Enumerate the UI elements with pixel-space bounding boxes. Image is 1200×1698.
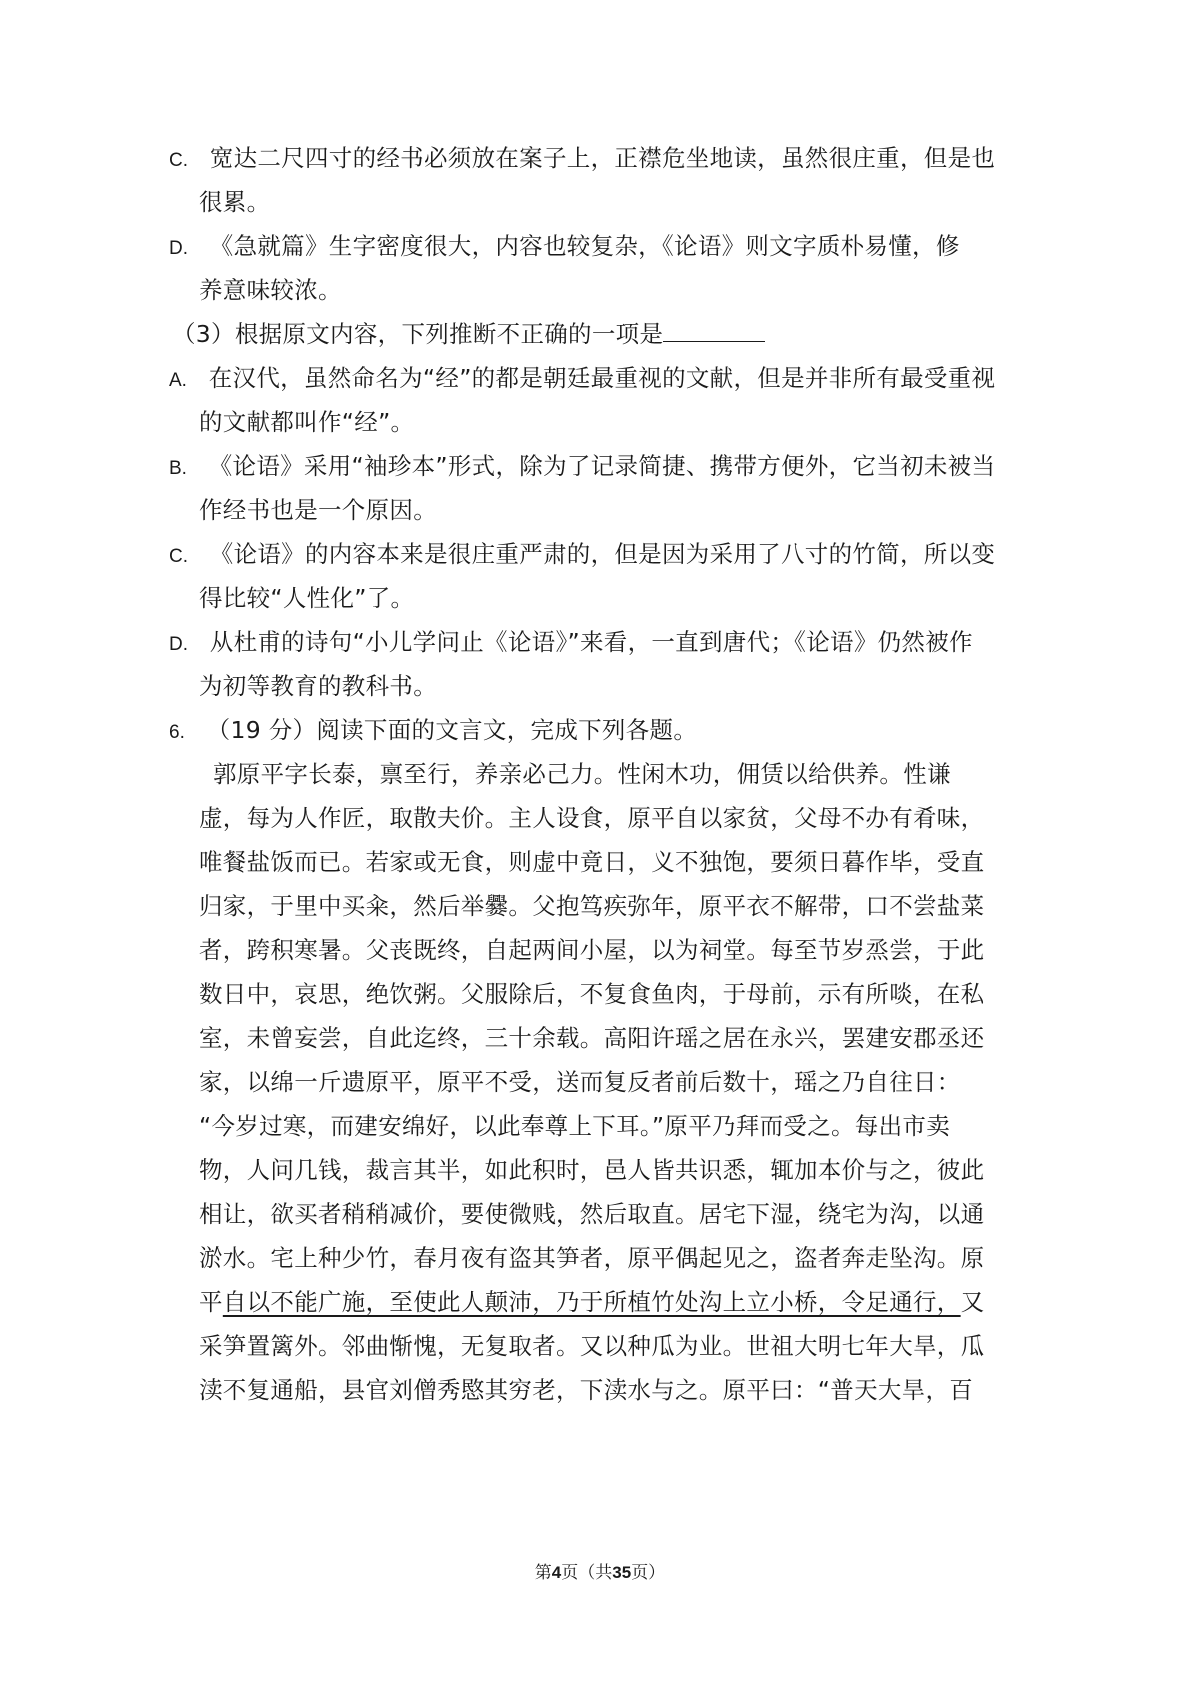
passage-line-underlined: 平自以不能广施，至使此人颠沛，乃于所植竹处沟上立小桥，令足通行，又	[199, 1288, 985, 1316]
q3-option-c-line2: 得比较“人性化”了。	[199, 584, 415, 612]
option-d-line2: 养意味较浓。	[199, 276, 342, 304]
passage-line: 淤水。宅上种少竹，春月夜有盗其笋者，原平偶起见之，盗者奔走坠沟。原	[199, 1244, 985, 1272]
q3-option-d-line1: D. 从杜甫的诗句“小儿学问止《论语》”来看，一直到唐代；《论语》仍然被作	[169, 628, 973, 656]
passage-line: 归家，于里中买籴，然后举爨。父抱笃疾弥年，原平衣不解带，口不尝盐菜	[199, 892, 985, 920]
q3-option-b-line1: B. 《论语》采用“袖珍本”形式，除为了记录简捷、携带方便外，它当初未被当	[169, 452, 996, 480]
question-6-stem: 6. （19 分）阅读下面的文言文，完成下列各题。	[169, 716, 698, 744]
option-label: A.	[169, 370, 187, 391]
passage-line: 者，跨积寒暑。父丧既终，自起两间小屋，以为祠堂。每至节岁烝尝，于此	[199, 936, 985, 964]
passage-line: “今岁过寒，而建安绵好，以此奉尊上下耳。”原平乃拜而受之。每出市卖	[199, 1112, 950, 1140]
q3-option-c-line1: C. 《论语》的内容本来是很庄重严肃的，但是因为采用了八寸的竹简，所以变	[169, 540, 996, 568]
option-c-line1: C. 宽达二尺四寸的经书必须放在案子上，正襟危坐地读，虽然很庄重，但是也	[169, 144, 996, 172]
passage-line: 郭原平字长泰，禀至行，养亲必己力。性闲木功，佣赁以给供养。性谦	[213, 760, 951, 788]
option-label: B.	[169, 458, 187, 479]
passage-line: 相让，欲买者稍稍减价，要使微贱，然后取直。居宅下湿，绕宅为沟，以通	[199, 1200, 985, 1228]
passage-line: 渎不复通船，县官刘僧秀愍其穷老，下渎水与之。原平曰：“普天大旱，百	[199, 1376, 974, 1404]
passage-line: 虚，每为人作匠，取散夫价。主人设食，原平自以家贫，父母不办有肴味，	[199, 804, 985, 832]
option-label: D.	[169, 238, 188, 259]
page-total: 35	[612, 1563, 632, 1582]
q3-option-a-line2: 的文献都叫作“经”。	[199, 408, 415, 436]
answer-blank[interactable]	[663, 321, 765, 342]
page-number: 4	[551, 1563, 562, 1582]
q3-option-a-line1: A. 在汉代，虽然命名为“经”的都是朝廷最重视的文献，但是并非所有最受重视	[169, 364, 996, 392]
question-number: 6.	[169, 722, 185, 743]
q3-option-b-line2: 作经书也是一个原因。	[199, 496, 437, 524]
passage-line: 唯餐盐饭而已。若家或无食，则虚中竟日，义不独饱，要须日暮作毕，受直	[199, 848, 985, 876]
option-c-line2: 很累。	[199, 188, 271, 216]
underlined-sentence: 自以不能广施，至使此人颠沛，乃于所植竹处沟上立小桥，令足通行，	[222, 1288, 961, 1316]
subquestion-3-stem: （3）根据原文内容，下列推断不正确的一项是	[172, 319, 765, 349]
option-label: C.	[169, 546, 188, 567]
option-label: D.	[169, 634, 188, 655]
passage-line: 采笋置篱外。邻曲惭愧，无复取者。又以种瓜为业。世祖大明七年大旱，瓜	[199, 1332, 985, 1360]
passage-line: 家，以绵一斤遗原平，原平不受，送而复反者前后数十，瑶之乃自往日：	[199, 1068, 961, 1096]
q3-option-d-line2: 为初等教育的教科书。	[199, 672, 437, 700]
option-label: C.	[169, 150, 188, 171]
page-footer: 第4页（共35页）	[534, 1563, 666, 1583]
option-d-line1: D. 《急就篇》生字密度很大，内容也较复杂，《论语》则文字质朴易懂，修	[169, 232, 960, 260]
passage-line: 数日中，哀思，绝饮粥。父服除后，不复食鱼肉，于母前，示有所啖，在私	[199, 980, 985, 1008]
passage-line: 室，未曾妄尝，自此迄终，三十余载。高阳许瑶之居在永兴，罢建安郡丞还	[199, 1024, 985, 1052]
passage-line: 物，人问几钱，裁言其半，如此积时，邑人皆共识悉，辄加本价与之，彼此	[199, 1156, 985, 1184]
